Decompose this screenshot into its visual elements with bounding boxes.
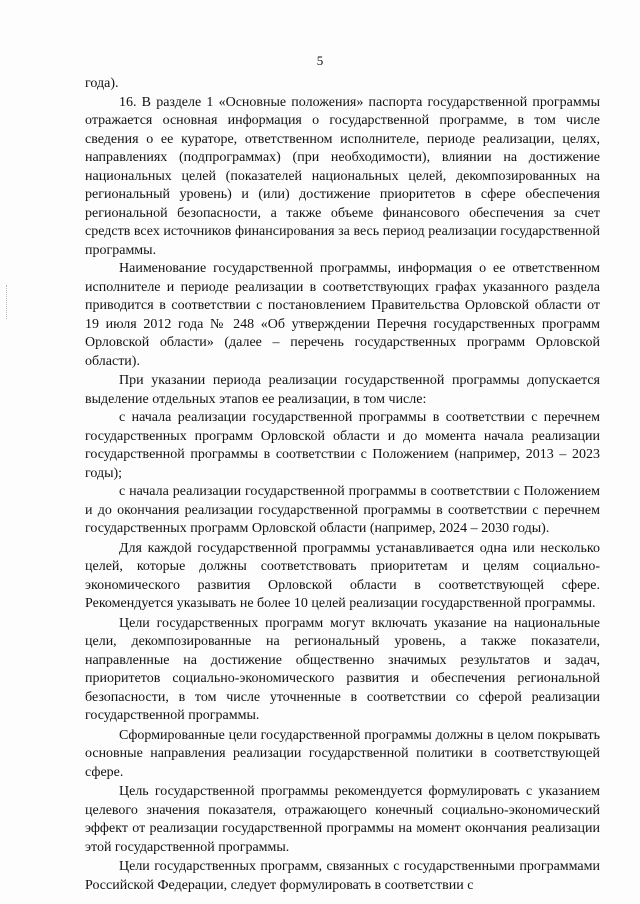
document-body [85, 75, 600, 895]
paragraph-continuation: года). [85, 76, 119, 91]
margin-scan-mark [6, 285, 9, 319]
paragraph-program-name: Наименование государственной программы, информация о ее ответственном исполнителе и периоде реализации в соответствующих графах указанного раздела приводится в соответствии с постановлением Правительства Орловской области от 19 июля 2012 года № 248 «Об утверждении Перечня государственных программ Орловской области» (далее – перечень государственных программ Орловской области). [85, 261, 600, 369]
paragraph-federal-link: Цели государственных программ, связанных с государственными программами Российской Федерации, следует формулировать в соответствии с [85, 859, 600, 893]
paragraph-goals-national: Цели государственных программ могут включать указание на национальные цели, декомпозированные на региональный уровень, а также показатели, направленные на достижение общественно значимых результатов и задач, приоритетов социально-экономического развития и обеспечения региональной безопасности, в том числе уточненные в соответствии со сферой реализации государственной программы. [85, 615, 600, 723]
paragraph-item-16: 16. В разделе 1 «Основные положения» паспорта государственной программы отражается основная информация о государственной программе, в том числе сведения о ее кураторе, ответственном исполнителе, периоде реализации, целях, направлениях (подпрограммах) (при необходимости), влиянии на достижение национальных целей (показателей национальных целей, декомпозированных на региональный уровень) и (или) достижение приоритетов в сфере обеспечения региональной безопасности, а также объеме финансового обеспечения за счет средств всех источников финансирования за весь период реализации государственной программы. [85, 94, 600, 258]
paragraph-goals: Для каждой государственной программы устанавливается одна или несколько целей, которые должны соответствовать приоритетам и целям социально-экономического развития Орловской области в соответствующей сфере. Рекомендуется указывать не более 10 целей реализации государственной программы. [85, 540, 600, 611]
paragraph-stage-2: с начала реализации государственной программы в соответствии с Положением и до окончания реализации государственной программы в соответствии с перечнем государственных программ Орловской области (например, 2024 – 2030 годы). [85, 484, 600, 536]
paragraph-goals-coverage: Сформированные цели государственной программы должны в целом покрывать основные направления реализации государственной политики в соответствующей сфере. [85, 727, 600, 780]
page-number: 5 [316, 53, 324, 68]
paragraph-period: При указании периода реализации государственной программы допускается выделение отдельных этапов ее реализации, в том числе: [85, 373, 600, 407]
paragraph-stage-1: с начала реализации государственной программы в соответствии с перечнем государственных программ Орловской области и до момента начала реализации государственной программы в соответствии с Положением (например, 2013 – 2023 годы); [85, 410, 600, 481]
paragraph-goal-formulation: Цель государственной программы рекомендуется формулировать с указанием целевого значения показателя, отражающего конечный социально-экономический эффект от реализации государственной программы на момент окончания реализации этой государственной программы. [85, 784, 600, 855]
